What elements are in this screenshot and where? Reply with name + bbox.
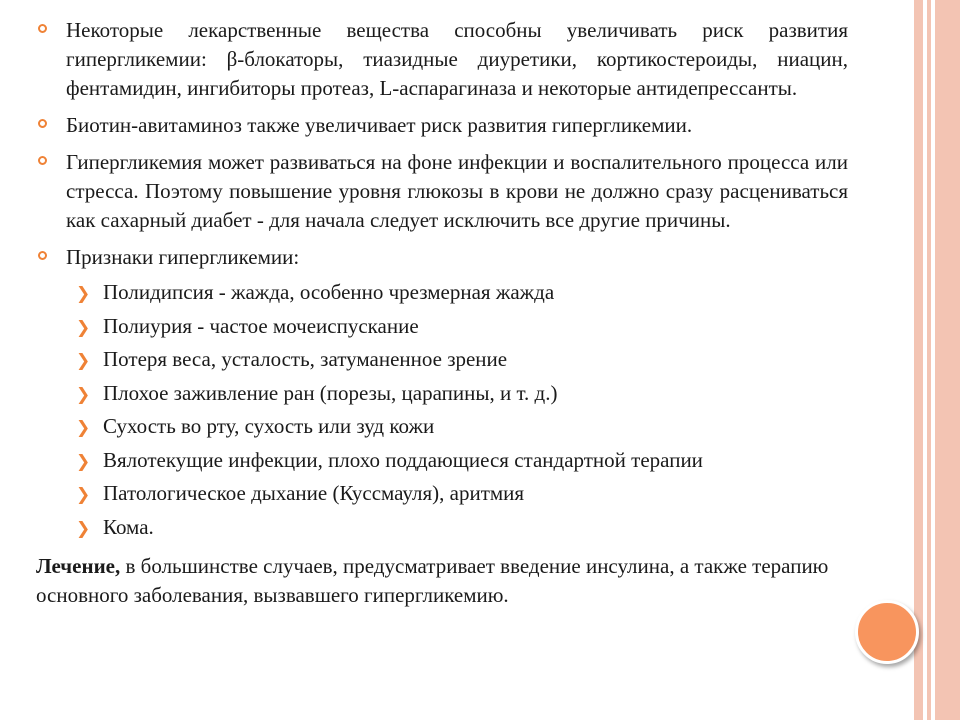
sign-text: Плохое заживление ран (порезы, царапины, и т. д.) [103,380,558,405]
sign-text: Вялотекущие инфекции, плохо поддающиеся стандартной терапии [103,447,703,472]
bullet-paragraph [36,148,848,235]
paragraph-text: Некоторые лекарственные вещества способны увеличивать риск развития гипергликемии: β-блокаторы, тиазидные диуретики, кортикостероиды, ниацин, фентамидин, ингибиторы протеаз, L-аспарагиназа и некоторые антидепрессанты. [66,18,848,100]
paragraph-text: Биотин-авитаминоз также увеличивает риск развития гипергликемии. [66,113,693,137]
sign-item [36,513,848,542]
sign-text: Сухость во рту, сухость или зуд кожи [103,414,435,438]
sign-item [36,278,848,307]
ring-bullet-icon [38,24,47,33]
sign-item [36,312,848,341]
chevron-bullet-icon: ❯ [76,418,91,438]
chevron-bullet-icon: ❯ [76,451,91,472]
ring-bullet-icon [38,119,47,128]
sign-text: Полидипсия - жажда, особенно чрезмерная жажда [103,280,555,304]
treatment-paragraph [36,552,848,610]
paragraph-text: Гипергликемия может развиваться на фоне инфекции и воспалительного процесса или стресса. Поэтому повышение уровня глюкозы в крови не должно сразу расцениваться как сахарный диабет - для начала следует исключить все другие причины. [66,150,848,232]
sign-text: Кома. [103,514,154,539]
decorative-circle [855,600,919,664]
ring-bullet-icon [38,156,47,165]
stripe [927,0,931,720]
paragraph-text: Признаки гипергликемии: [66,245,300,269]
chevron-bullet-icon: ❯ [76,384,91,405]
slide-content [36,16,848,610]
treatment-text: в большинстве случаев, предусматривает введение инсулина, а также терапию основного заболевания, вызвавшего гипергликемию. [36,553,829,607]
sign-text: Потеря веса, усталость, затуманенное зрение [103,347,508,371]
decorative-stripes [914,0,960,720]
sign-item [36,446,848,475]
sign-text: Полиурия - частое мочеиспускание [103,313,419,338]
ring-bullet-icon [38,251,47,260]
sign-item [36,379,848,408]
chevron-bullet-icon: ❯ [76,518,91,539]
bullet-paragraph [36,243,848,272]
chevron-bullet-icon: ❯ [76,485,91,505]
chevron-bullet-icon: ❯ [76,351,91,371]
sign-item [36,479,848,508]
bullet-paragraph [36,16,848,103]
bullet-paragraph [36,111,848,140]
chevron-bullet-icon: ❯ [76,317,91,338]
stripe [935,0,960,720]
sign-text: Патологическое дыхание (Куссмауля), аритмия [103,481,525,505]
stripe [914,0,923,720]
treatment-heading: Лечение, [36,553,121,578]
chevron-bullet-icon: ❯ [76,284,91,304]
sign-item [36,345,848,374]
sign-item [36,412,848,441]
